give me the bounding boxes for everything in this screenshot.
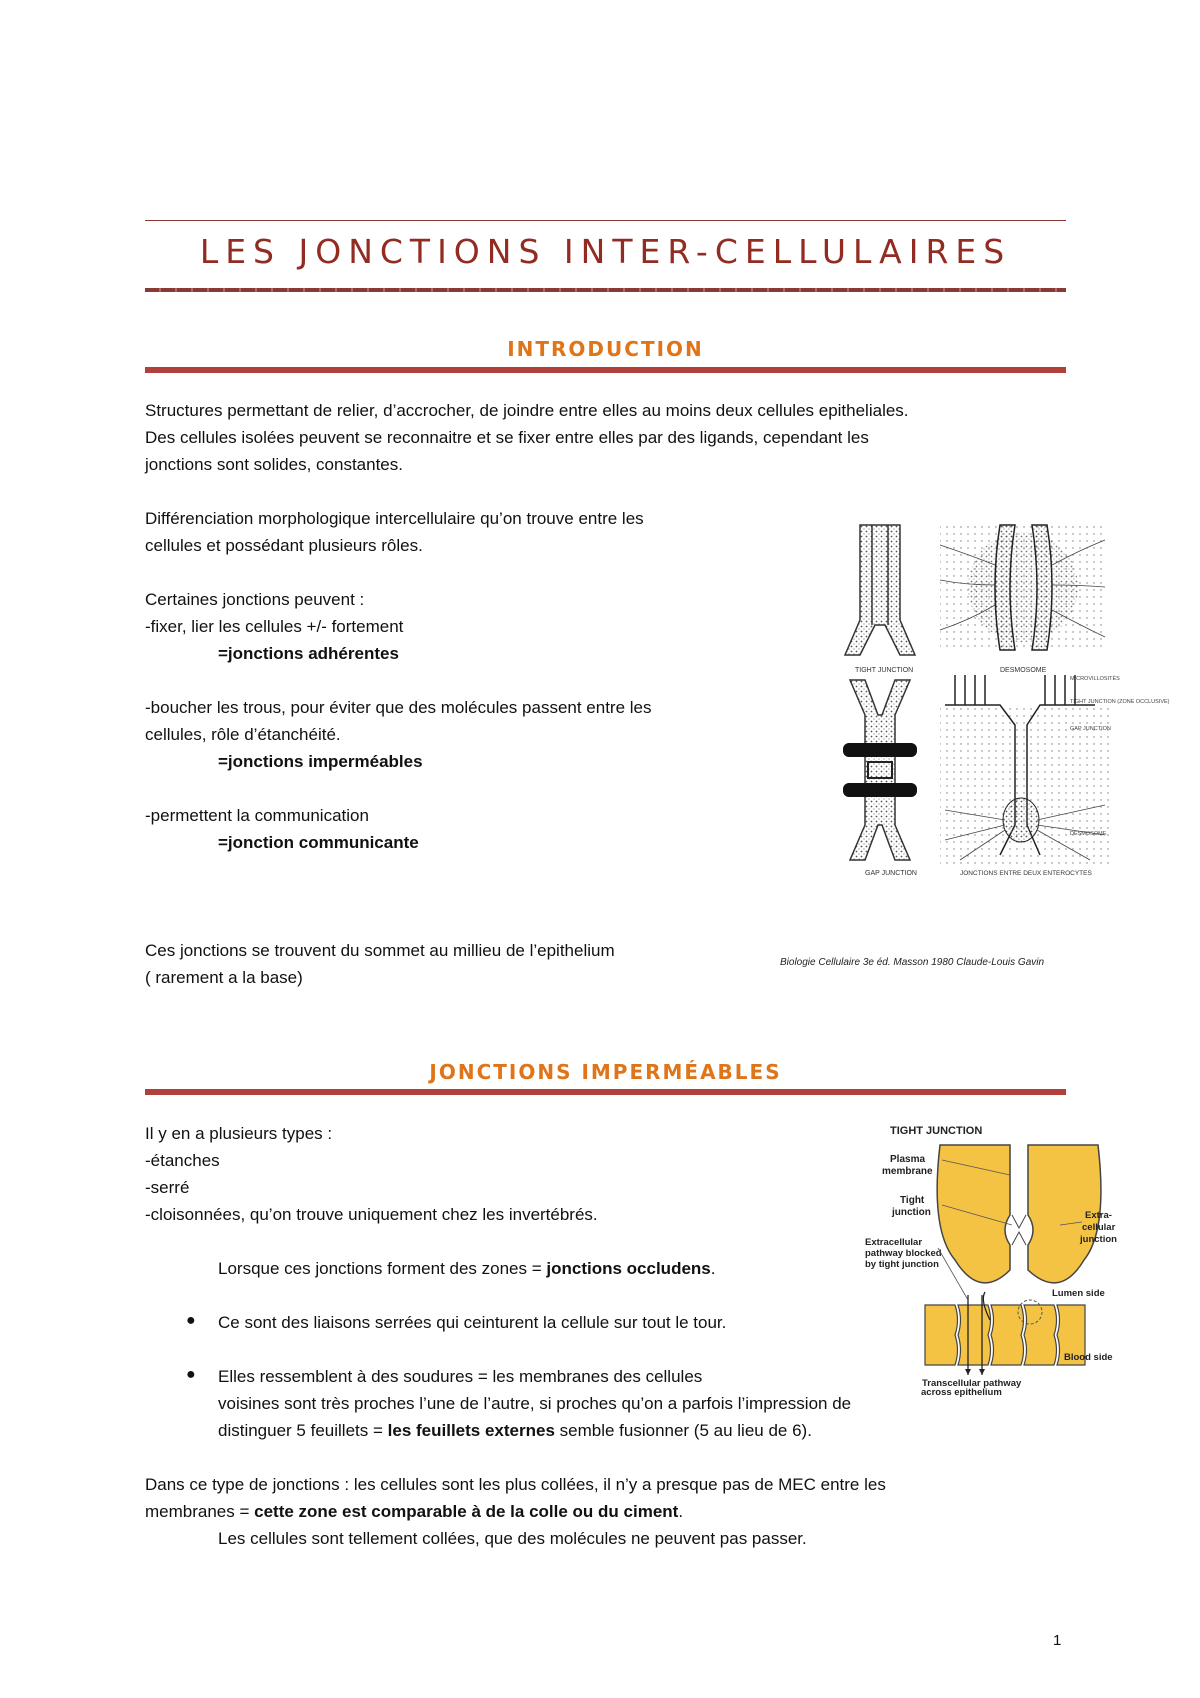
fig1-side-label-4: DESMOSOME [1070,831,1107,837]
role-2-line-2: cellules, rôle d’étanchéité. [145,725,341,744]
fig2-label-tight: Tight [900,1195,925,1206]
role-2-result: =jonctions imperméables [218,752,423,771]
fig2-label-pathway-blocked: Extracellular [865,1237,923,1248]
svg-text:pathway blocked: pathway blocked [865,1248,942,1259]
page-title: LES JONCTIONS INTER-CELLULAIRES [199,232,1012,271]
para-line-1: Dans ce type de jonctions : les cellules sont les plus collées, il n’y a presque pas de MEC entre les [145,1475,886,1494]
location-line-1: Ces jonctions se trouvent du sommet au millieu de l’epithelium [145,941,615,960]
types-intro: Il y en a plusieurs types : [145,1124,333,1143]
intro-line-3: jonctions sont solides, constantes. [145,455,403,474]
fig2-label-plasma: Plasma [890,1154,926,1165]
bullet-2-line-1: Elles ressemblent à des soudures = les membranes des cellules [218,1367,703,1386]
fig2-label-extra: Extra- [1085,1210,1112,1221]
fig1-label-gap: GAP JUNCTION [865,870,917,877]
role-3: -permettent la communication [145,806,369,825]
type-2: -serré [145,1178,190,1197]
bullet-1-icon: ● [186,1312,196,1329]
bullet-2-line-3: distinguer 5 feuillets = les feuillets externes semble fusionner (5 au lieu de 6). [218,1421,812,1440]
role-3-result: =jonction communicante [218,833,419,852]
section-heading-impermeables: JONCTIONS IMPERMÉABLES [429,1060,782,1084]
para-line-2: membranes = cette zone est comparable à de la colle ou du ciment. [145,1502,684,1521]
zones-line: Lorsque ces jonctions forment des zones = jonctions occludens. [218,1259,716,1278]
type-3: -cloisonnées, qu’on trouve uniquement chez les invertébrés. [145,1205,598,1224]
intro-p2-line-2: cellules et possédant plusieurs rôles. [145,536,423,555]
bullet-2-icon: ● [186,1366,196,1383]
fig2-label-across: across epithelium [921,1387,1002,1398]
svg-text:membrane: membrane [882,1166,933,1177]
enterocytes-drawing [940,675,1170,877]
role-1-result: =jonctions adhérentes [218,644,399,663]
section-rule-introduction [145,367,1066,373]
tight-junction-drawing [845,525,915,674]
svg-text:cellular: cellular [1082,1222,1116,1233]
bullet-2-line-2: voisines sont très proches l’une de l’autre, si proches qu’on a parfois l’impression de [218,1394,852,1413]
fig1-side-label-3: GAP JUNCTION [1070,726,1111,732]
fig2-label-blood: Blood side [1064,1352,1113,1363]
type-1: -étanches [145,1151,220,1170]
roles-intro: Certaines jonctions peuvent : [145,590,365,609]
junction-drawings-figure [780,525,1170,990]
para-line-3: Les cellules sont tellement collées, que des molécules ne peuvent pas passer. [218,1529,807,1548]
role-1: -fixer, lier les cellules +/- fortement [145,617,404,636]
section-rule-impermeables [145,1089,1066,1095]
bullet-1-text: Ce sont des liaisons serrées qui ceinturent la cellule sur tout le tour. [218,1313,727,1332]
intro-line-2: Des cellules isolées peuvent se reconnaitre et se fixer entre elles par des ligands, cependant les [145,428,869,447]
title-top-rule [145,220,1066,221]
title-bottom-rule [145,288,1066,292]
fig1-side-label-2: TIGHT JUNCTION (ZONE OCCLUSIVE) [1070,699,1170,705]
desmosome-drawing [940,525,1105,674]
role-2-line-1: -boucher les trous, pour éviter que des molécules passent entre les [145,698,652,717]
fig1-label-enterocytes: JONCTIONS ENTRE DEUX ENTEROCYTES [960,870,1092,877]
location-line-2: ( rarement a la base) [145,968,303,987]
fig2-label-lumen: Lumen side [1052,1288,1105,1299]
svg-text:by tight junction: by tight junction [865,1259,939,1270]
svg-text:junction: junction [892,1207,931,1218]
fig2-label-transcellular: Transcellular pathway [922,1378,1022,1389]
tight-junction-diagram [860,1120,1130,1390]
intro-p2-line-1: Différenciation morphologique intercellulaire qu’on trouve entre les [145,509,644,528]
fig1-label-desmosome: DESMOSOME [1000,667,1047,674]
svg-text:junction: junction [1080,1234,1117,1245]
fig1-label-tight: TIGHT JUNCTION [855,667,914,674]
fig2-title: TIGHT JUNCTION [890,1125,983,1137]
section-heading-introduction: INTRODUCTION [507,337,704,361]
fig1-caption: Biologie Cellulaire 3e éd. Masson 1980 Claude-Louis Gavin [780,957,1045,968]
intro-line-1: Structures permettant de relier, d’accrocher, de joindre entre elles au moins deux cellules epitheliales. [145,401,909,420]
gap-junction-drawing [843,680,917,877]
page-number: 1 [1053,1632,1062,1649]
fig1-side-label-1: MICROVILLOSITÉS [1070,676,1120,682]
